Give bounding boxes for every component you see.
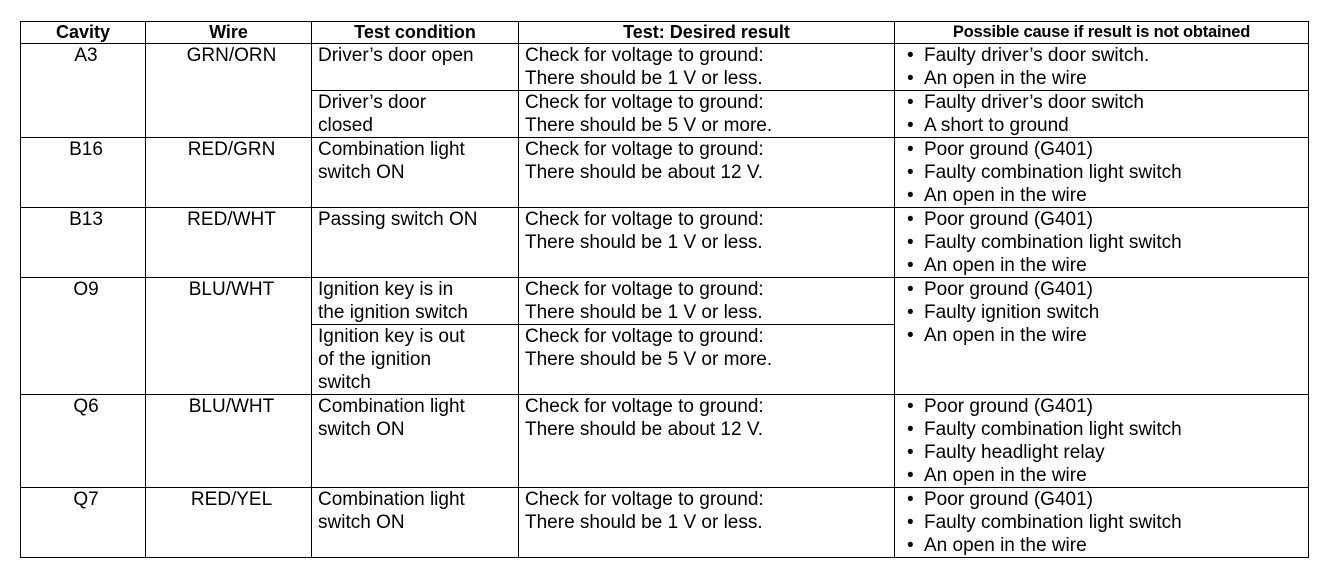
table-body xyxy=(21,44,1309,558)
bullet-icon: • xyxy=(907,535,914,556)
cavity-cell: A3 xyxy=(21,44,146,138)
condition-line: switch ON xyxy=(318,512,405,533)
cause-item xyxy=(907,511,1308,534)
cavity-cell: Q6 xyxy=(21,395,146,488)
cause-text: Poor ground (G401) xyxy=(924,139,1093,160)
cause-text: Poor ground (G401) xyxy=(924,396,1093,417)
result-line: There should be about 12 V. xyxy=(525,419,764,440)
cause-text: An open in the wire xyxy=(924,68,1087,89)
bullet-icon: • xyxy=(907,115,914,136)
header-test-condition: Test condition xyxy=(312,22,519,44)
result-cell xyxy=(519,278,895,325)
result-line: Check for voltage to ground: xyxy=(525,92,764,113)
result-cell xyxy=(519,488,895,558)
result-line: There should be 1 V or less. xyxy=(525,512,763,533)
condition-line: Combination light xyxy=(318,396,465,417)
condition-cell xyxy=(312,488,519,558)
result-cell xyxy=(519,208,895,278)
cause-item xyxy=(907,138,1308,161)
cause-list xyxy=(901,395,1308,487)
cause-item xyxy=(907,534,1308,557)
cause-text: An open in the wire xyxy=(924,535,1087,556)
result-line: Check for voltage to ground: xyxy=(525,45,764,66)
bullet-icon: • xyxy=(907,512,914,533)
result-cell xyxy=(519,325,895,395)
cause-text: An open in the wire xyxy=(924,185,1087,206)
cause-text: A short to ground xyxy=(924,115,1069,136)
result-line: There should be 5 V or more. xyxy=(525,115,773,136)
condition-cell xyxy=(312,91,519,138)
result-line: There should be 1 V or less. xyxy=(525,302,763,323)
cause-text: Poor ground (G401) xyxy=(924,489,1093,510)
result-line: Check for voltage to ground: xyxy=(525,396,764,417)
cause-list xyxy=(901,44,1308,90)
table-row xyxy=(21,208,1309,278)
result-line: Check for voltage to ground: xyxy=(525,489,764,510)
condition-line: Combination light xyxy=(318,489,465,510)
cause-item xyxy=(907,464,1308,487)
wire-cell: RED/GRN xyxy=(146,138,312,208)
table-row xyxy=(21,278,1309,325)
condition-line: switch ON xyxy=(318,162,405,183)
condition-line: switch ON xyxy=(318,419,405,440)
cause-text: An open in the wire xyxy=(924,325,1087,346)
wire-cell: BLU/WHT xyxy=(146,395,312,488)
table-row xyxy=(21,44,1309,91)
condition-line: Driver’s door xyxy=(318,92,427,113)
cause-list xyxy=(901,91,1308,137)
header-possible-cause: Possible cause if result is not obtained xyxy=(895,22,1309,44)
condition-line: of the ignition xyxy=(318,349,432,370)
cause-item xyxy=(907,395,1308,418)
condition-cell xyxy=(312,208,519,278)
cause-item xyxy=(907,67,1308,90)
diagnostic-table xyxy=(20,21,1309,558)
cause-item xyxy=(907,441,1308,464)
bullet-icon: • xyxy=(907,396,914,417)
condition-cell xyxy=(312,395,519,488)
bullet-icon: • xyxy=(907,279,914,300)
wire-cell: RED/YEL xyxy=(146,488,312,558)
result-cell xyxy=(519,138,895,208)
cause-item xyxy=(907,44,1308,67)
bullet-icon: • xyxy=(907,419,914,440)
condition-line: closed xyxy=(318,115,373,136)
condition-line: the ignition switch xyxy=(318,302,468,323)
cause-text: Poor ground (G401) xyxy=(924,209,1093,230)
cause-text: Faulty combination light switch xyxy=(924,419,1182,440)
result-line: Check for voltage to ground: xyxy=(525,279,764,300)
cause-cell xyxy=(895,44,1309,91)
cause-text: Faulty driver’s door switch. xyxy=(924,45,1150,66)
bullet-icon: • xyxy=(907,185,914,206)
bullet-icon: • xyxy=(907,209,914,230)
cause-cell xyxy=(895,278,1309,395)
cause-text: Faulty ignition switch xyxy=(924,302,1100,323)
bullet-icon: • xyxy=(907,162,914,183)
table-row xyxy=(21,395,1309,488)
bullet-icon: • xyxy=(907,489,914,510)
result-cell xyxy=(519,44,895,91)
header-row xyxy=(21,22,1309,44)
condition-line: Driver’s door open xyxy=(318,45,474,66)
bullet-icon: • xyxy=(907,255,914,276)
cause-item xyxy=(907,278,1308,301)
condition-cell xyxy=(312,325,519,395)
result-cell xyxy=(519,91,895,138)
condition-cell xyxy=(312,278,519,325)
condition-cell xyxy=(312,44,519,91)
result-line: Check for voltage to ground: xyxy=(525,326,764,347)
bullet-icon: • xyxy=(907,68,914,89)
cause-text: Faulty headlight relay xyxy=(924,442,1105,463)
cause-item xyxy=(907,231,1308,254)
condition-line: Combination light xyxy=(318,139,465,160)
wire-cell: RED/WHT xyxy=(146,208,312,278)
wire-cell: BLU/WHT xyxy=(146,278,312,395)
header-cavity: Cavity xyxy=(21,22,146,44)
condition-cell xyxy=(312,138,519,208)
cause-item xyxy=(907,324,1308,347)
wire-cell: GRN/ORN xyxy=(146,44,312,138)
condition-line: Passing switch ON xyxy=(318,209,478,230)
cause-item xyxy=(907,418,1308,441)
result-line: There should be 5 V or more. xyxy=(525,349,773,370)
condition-line: switch xyxy=(318,372,371,393)
result-line: There should be about 12 V. xyxy=(525,162,764,183)
bullet-icon: • xyxy=(907,92,914,113)
bullet-icon: • xyxy=(907,325,914,346)
cause-cell xyxy=(895,208,1309,278)
cause-text: Poor ground (G401) xyxy=(924,279,1093,300)
cause-text: An open in the wire xyxy=(924,465,1087,486)
result-line: There should be 1 V or less. xyxy=(525,232,763,253)
bullet-icon: • xyxy=(907,442,914,463)
header-desired-result: Test: Desired result xyxy=(519,22,895,44)
cause-item xyxy=(907,161,1308,184)
bullet-icon: • xyxy=(907,139,914,160)
cause-text: Faulty combination light switch xyxy=(924,232,1182,253)
bullet-icon: • xyxy=(907,232,914,253)
header-wire: Wire xyxy=(146,22,312,44)
cause-text: An open in the wire xyxy=(924,255,1087,276)
cause-item xyxy=(907,301,1308,324)
cavity-cell: O9 xyxy=(21,278,146,395)
result-line: Check for voltage to ground: xyxy=(525,209,764,230)
result-line: Check for voltage to ground: xyxy=(525,139,764,160)
cause-text: Faulty driver’s door switch xyxy=(924,92,1144,113)
cause-list xyxy=(901,488,1308,557)
result-line: There should be 1 V or less. xyxy=(525,68,763,89)
cause-text: Faulty combination light switch xyxy=(924,512,1182,533)
cause-item xyxy=(907,208,1308,231)
cause-list xyxy=(901,138,1308,207)
cause-list xyxy=(901,208,1308,277)
cause-cell xyxy=(895,488,1309,558)
cause-text: Faulty combination light switch xyxy=(924,162,1182,183)
table-row xyxy=(21,488,1309,558)
cause-cell xyxy=(895,91,1309,138)
result-cell xyxy=(519,395,895,488)
condition-line: Ignition key is out xyxy=(318,326,465,347)
cause-item xyxy=(907,114,1308,137)
condition-line: Ignition key is in xyxy=(318,279,454,300)
bullet-icon: • xyxy=(907,465,914,486)
cause-cell xyxy=(895,138,1309,208)
cause-item xyxy=(907,488,1308,511)
cause-item xyxy=(907,91,1308,114)
bullet-icon: • xyxy=(907,302,914,323)
table-row xyxy=(21,138,1309,208)
cavity-cell: B16 xyxy=(21,138,146,208)
cavity-cell: B13 xyxy=(21,208,146,278)
cause-list xyxy=(901,278,1308,347)
cause-item xyxy=(907,254,1308,277)
cause-item xyxy=(907,184,1308,207)
bullet-icon: • xyxy=(907,45,914,66)
cause-cell xyxy=(895,395,1309,488)
cavity-cell: Q7 xyxy=(21,488,146,558)
